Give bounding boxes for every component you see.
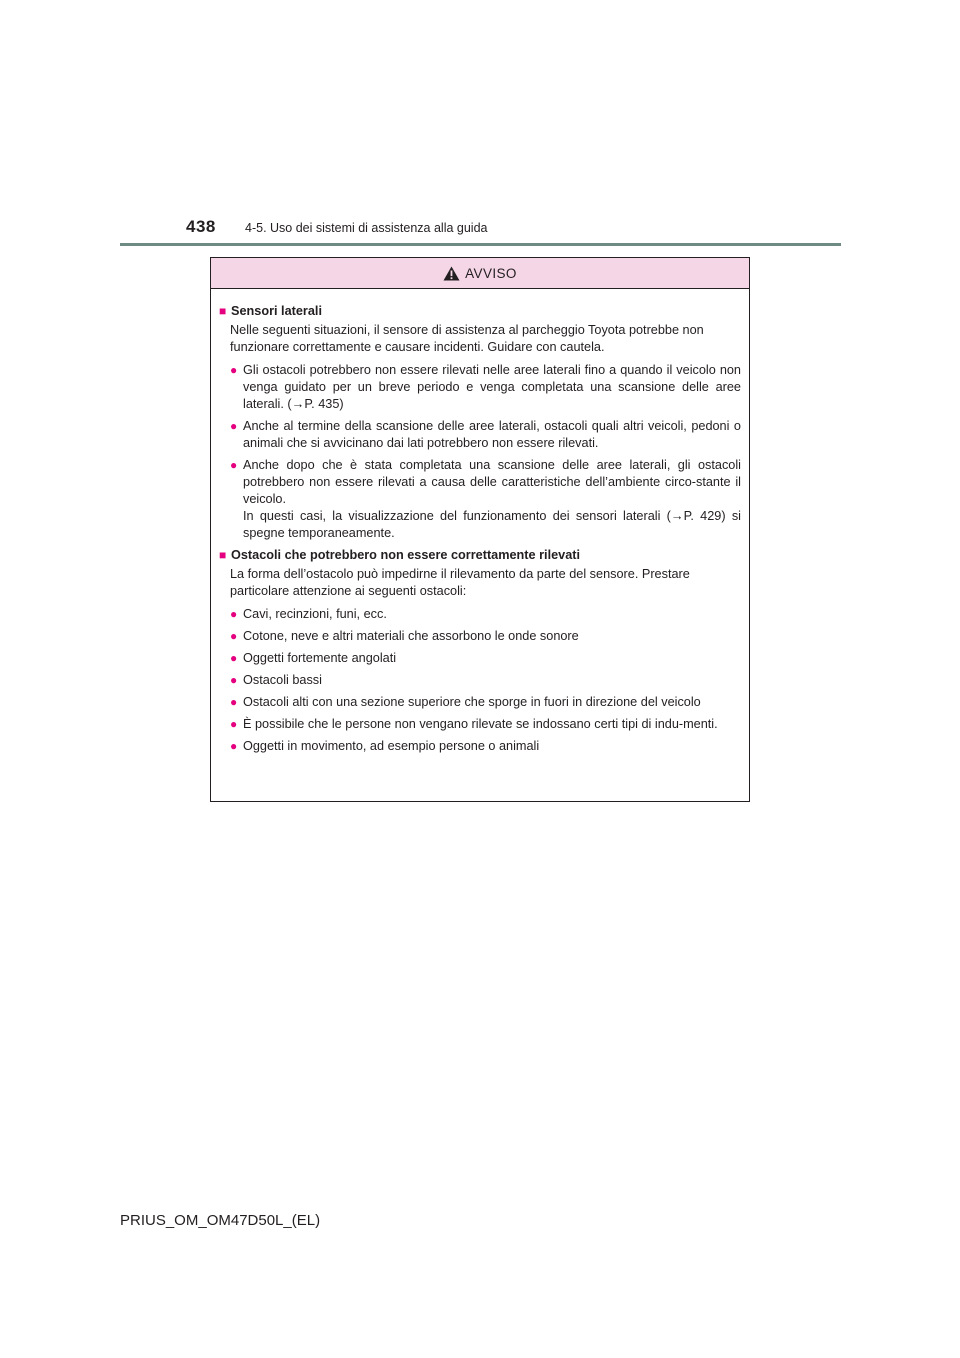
square-icon: ■ — [219, 304, 227, 318]
bullet-item — [230, 606, 741, 623]
bullet-item — [230, 738, 741, 755]
bullet-text: Cotone, neve e altri materiali che assorbono le onde sonore — [243, 629, 579, 643]
bullet-text — [243, 457, 741, 542]
header-rule — [120, 243, 841, 246]
circle-bullet-icon: ● — [230, 419, 238, 433]
circle-bullet-icon: ● — [230, 717, 238, 731]
circle-bullet-icon: ● — [230, 458, 238, 472]
circle-bullet-icon: ● — [230, 695, 238, 709]
circle-bullet-icon: ● — [230, 363, 238, 377]
section-intro: La forma dell’ostacolo può impedirne il rilevamento da parte del sensore. Prestare particolare attenzione ai seguenti ostacoli: — [230, 567, 690, 598]
bullet-text: Oggetti in movimento, ad esempio persone o animali — [243, 739, 540, 753]
section-title: 4-5. Uso dei sistemi di assistenza alla guida — [245, 221, 488, 235]
circle-bullet-icon: ● — [230, 739, 238, 753]
bullet-text-line: Anche dopo che è stata completata una scansione delle aree laterali, gli ostacoli potrebbero non essere rilevati a causa delle caratteristiche dell’ambiente circo-stante il veicolo. — [243, 458, 741, 506]
bullet-text-line: In questi casi, la visualizzazione del funzionamento dei sensori laterali (→P. 429) si spegne temporaneamente. — [243, 509, 741, 540]
warning-body — [211, 289, 749, 755]
circle-bullet-icon: ● — [230, 607, 238, 621]
bullet-item — [230, 672, 741, 689]
bullet-text: Cavi, recinzioni, funi, ecc. — [243, 607, 387, 621]
bullet-item — [230, 362, 741, 413]
bullet-text: Gli ostacoli potrebbero non essere rilevati nelle aree laterali fino a quando il veicolo non venga guidato per un breve periodo e venga completata una scansione delle aree laterali. (→P. 435) — [243, 363, 741, 411]
section-heading — [219, 547, 741, 564]
warning-triangle-icon — [443, 266, 460, 281]
bullet-text: Ostacoli bassi — [243, 673, 322, 687]
warning-box — [210, 257, 750, 802]
bullet-item — [230, 650, 741, 667]
bullet-item — [230, 694, 741, 711]
circle-bullet-icon: ● — [230, 651, 238, 665]
warning-title: AVVISO — [465, 265, 517, 281]
bullet-text: Ostacoli alti con una sezione superiore che sporge in fuori in direzione del veicolo — [243, 695, 701, 709]
heading-text: Sensori laterali — [231, 304, 322, 318]
bullet-text: Oggetti fortemente angolati — [243, 651, 397, 665]
square-icon: ■ — [219, 548, 227, 562]
document-code: PRIUS_OM_OM47D50L_(EL) — [120, 1212, 321, 1229]
page-number: 438 — [186, 217, 216, 236]
bullet-item — [230, 457, 741, 542]
circle-bullet-icon: ● — [230, 673, 238, 687]
bullet-item — [230, 418, 741, 452]
bullet-item — [230, 628, 741, 645]
warning-header — [211, 258, 749, 289]
circle-bullet-icon: ● — [230, 629, 238, 643]
section-intro: Nelle seguenti situazioni, il sensore di assistenza al parcheggio Toyota potrebbe non funzionare correttamente e causare incidenti. Guidare con cautela. — [230, 323, 704, 354]
bullet-text: È possibile che le persone non vengano rilevate se indossano certi tipi di indu-menti. — [243, 717, 718, 731]
bullet-item — [230, 716, 741, 733]
heading-text: Ostacoli che potrebbero non essere correttamente rilevati — [231, 548, 581, 562]
section-heading — [219, 303, 741, 320]
bullet-text: Anche al termine della scansione delle aree laterali, ostacoli quali altri veicoli, pedoni o animali che si avvicinano dai lati potrebbero non essere rilevati. — [243, 419, 741, 450]
